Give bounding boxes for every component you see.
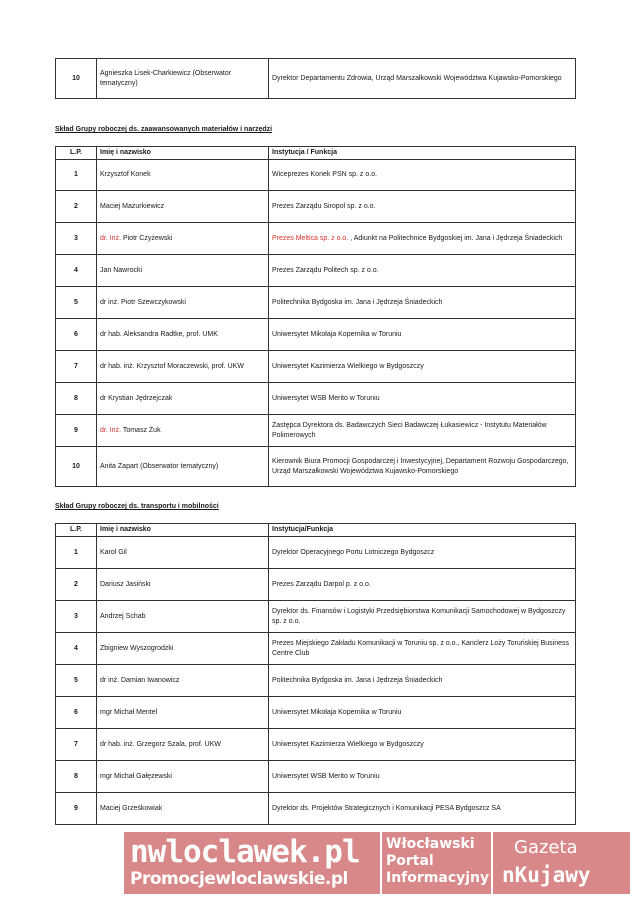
row-name: Andrzej Schab [97, 601, 269, 633]
table-row [56, 287, 576, 319]
table-row [56, 191, 576, 223]
row-lp: 3 [56, 601, 97, 633]
row-lp: 10 [56, 59, 97, 99]
header-lp: L.P. [56, 147, 97, 160]
row-institution: Prezes Zarządu Politech sp. z o.o. [269, 255, 576, 287]
table-row [56, 761, 576, 793]
row-lp: 6 [56, 319, 97, 351]
table-row [56, 447, 576, 487]
row-name: Jan Nawrocki [97, 255, 269, 287]
banner-site-logo: nwloclawek.pl [130, 834, 360, 870]
table-row [56, 255, 576, 287]
row-name: Anita Zapart (Obserwator tematyczny) [97, 447, 269, 487]
table-row [56, 537, 576, 569]
banner-site-logo-secondary: Promocjewloclawskie.pl [130, 869, 348, 889]
row-name: Maciej Mazurkiewicz [97, 191, 269, 223]
table-header-row [56, 147, 576, 160]
row-lp: 5 [56, 665, 97, 697]
table-row [56, 665, 576, 697]
table-row [56, 697, 576, 729]
row-institution: Uniwersytet Mikołaja Kopernika w Toruniu [269, 319, 576, 351]
row-name: dr hab. inż. Grzegorz Szala, prof. UKW [97, 729, 269, 761]
row-lp: 1 [56, 537, 97, 569]
table-row [56, 793, 576, 825]
table-row [56, 160, 576, 191]
row-lp: 7 [56, 729, 97, 761]
row-institution [269, 223, 576, 255]
row-institution: Uniwersytet WSB Merito w Toruniu [269, 383, 576, 415]
section2-table [55, 523, 576, 825]
header-name: Imię i nazwisko [97, 147, 269, 160]
table-row [56, 383, 576, 415]
row-lp: 9 [56, 793, 97, 825]
row-institution: Kierownik Biura Promocji Gospodarczej i Inwestycyjnej, Departament Rozwoju Gospodarczego, Urząd Marszałkowski Województwa Kujawsko-Pomorskiego [269, 447, 576, 487]
header-lp: L.P. [56, 524, 97, 537]
row-name: Zbigniew Wyszogrodzki [97, 633, 269, 665]
row-lp: 7 [56, 351, 97, 383]
row-name: Krzysztof Konek [97, 160, 269, 191]
row-lp: 4 [56, 633, 97, 665]
row-lp: 5 [56, 287, 97, 319]
header-institution: Instytucja / Funkcja [269, 147, 576, 160]
section1-table [55, 146, 576, 487]
row-name: mgr Michał Gałęzewski [97, 761, 269, 793]
table-row [56, 351, 576, 383]
row-institution: Politechnika Bydgoska im. Jana i Jędrzeja Śniadeckich [269, 287, 576, 319]
row-name: dr hab. inż. Krzysztof Moraczewski, prof. UKW [97, 351, 269, 383]
row-institution: Uniwersytet WSB Merito w Toruniu [269, 761, 576, 793]
banner-divider [491, 832, 493, 894]
row-name: dr inż. Piotr Szewczykowski [97, 287, 269, 319]
table-row [56, 569, 576, 601]
row-institution: Zastępca Dyrektora ds. Badawczych Sieci Badawczej Łukasiewicz - Instytutu Materiałów Polimerowych [269, 415, 576, 447]
section1-heading: Skład Grupy roboczej ds. zaawansowanych materiałów i narzędzi [55, 126, 273, 133]
table-header-row [56, 524, 576, 537]
row-lp: 10 [56, 447, 97, 487]
row-name: Agnieszka Lisek-Charkiewicz (Obserwator tematyczny) [97, 59, 269, 99]
row-institution: Politechnika Bydgoska im. Jana i Jędrzeja Śniadeckich [269, 665, 576, 697]
table-row [56, 415, 576, 447]
header-institution: Instytucja/Funkcja [269, 524, 576, 537]
row-name [97, 223, 269, 255]
watermark-banner [124, 832, 630, 894]
name-text: Tomasz Żuk [121, 426, 161, 434]
institution-highlight: Prezes Meltica sp. z o.o. [272, 234, 349, 242]
institution-text: , Adiunkt na Politechnice Bydgoskiej im. Jana i Jędrzeja Śniadeckich [348, 234, 563, 242]
table-row [56, 601, 576, 633]
row-lp: 2 [56, 191, 97, 223]
row-institution: Prezes Miejskiego Zakładu Komunikacji w Toruniu sp. z o.o., Kanclerz Loży Toruńskiej Business Centre Club [269, 633, 576, 665]
row-lp: 8 [56, 761, 97, 793]
table-row [56, 319, 576, 351]
section2-heading: Skład Grupy roboczej ds. transportu i mobilności [55, 503, 219, 510]
table-row [56, 729, 576, 761]
header-name: Imię i nazwisko [97, 524, 269, 537]
row-institution: Dyrektor ds. Projektów Strategicznych i Komunikacji PESA Bydgoszcz SA [269, 793, 576, 825]
row-institution: Dyrektor Departamentu Zdrowia, Urząd Marszałkowski Województwa Kujawsko-Pomorskiego [269, 59, 576, 99]
row-lp: 8 [56, 383, 97, 415]
row-name: dr Krystian Jędrzejczak [97, 383, 269, 415]
row-lp: 6 [56, 697, 97, 729]
row-lp: 9 [56, 415, 97, 447]
row-lp: 4 [56, 255, 97, 287]
row-name: Dariusz Jasiński [97, 569, 269, 601]
row-name: Karol Gil [97, 537, 269, 569]
table-row [56, 633, 576, 665]
row-institution: Uniwersytet Kazimierza Wielkiego w Bydgoszczy [269, 351, 576, 383]
name-title: dr. Inż. [100, 234, 122, 242]
table-row [56, 223, 576, 255]
row-institution: Prezes Zarządu Siropol sp. z o.o. [269, 191, 576, 223]
row-lp: 2 [56, 569, 97, 601]
row-institution: Uniwersytet Kazimierza Wielkiego w Bydgoszczy [269, 729, 576, 761]
banner-divider [380, 832, 382, 894]
row-institution: Uniwersytet Mikołaja Kopernika w Toruniu [269, 697, 576, 729]
row-name [97, 415, 269, 447]
banner-portal-text: Włocławski Portal Informacyjny [386, 836, 490, 886]
name-title: dr. Inż. [100, 426, 122, 434]
row-lp: 3 [56, 223, 97, 255]
row-institution: Prezes Zarządu Darpol p. z o.o. [269, 569, 576, 601]
name-text: Piotr Czyżewski [121, 234, 173, 242]
row-lp: 1 [56, 160, 97, 191]
row-institution: Dyrektor ds. Finansów i Logistyki Przedsiębiorstwa Komunikacji Samochodowej w Bydgoszczy sp. z o.o. [269, 601, 576, 633]
banner-gazeta-logo: nKujawy [502, 863, 591, 887]
row-institution: Wiceprezes Konek PSN sp. z o.o. [269, 160, 576, 191]
row-name: mgr Michał Mentel [97, 697, 269, 729]
row-name: dr hab. Aleksandra Radtke, prof. UMK [97, 319, 269, 351]
table-row [56, 59, 576, 99]
row-name: dr inż. Damian Iwanowicz [97, 665, 269, 697]
banner-gazeta-label: Gazeta [514, 837, 578, 858]
row-name: Maciej Grześkowiak [97, 793, 269, 825]
top-table [55, 58, 576, 99]
row-institution: Dyrektor Operacyjnego Portu Lotniczego Bydgoszcz [269, 537, 576, 569]
